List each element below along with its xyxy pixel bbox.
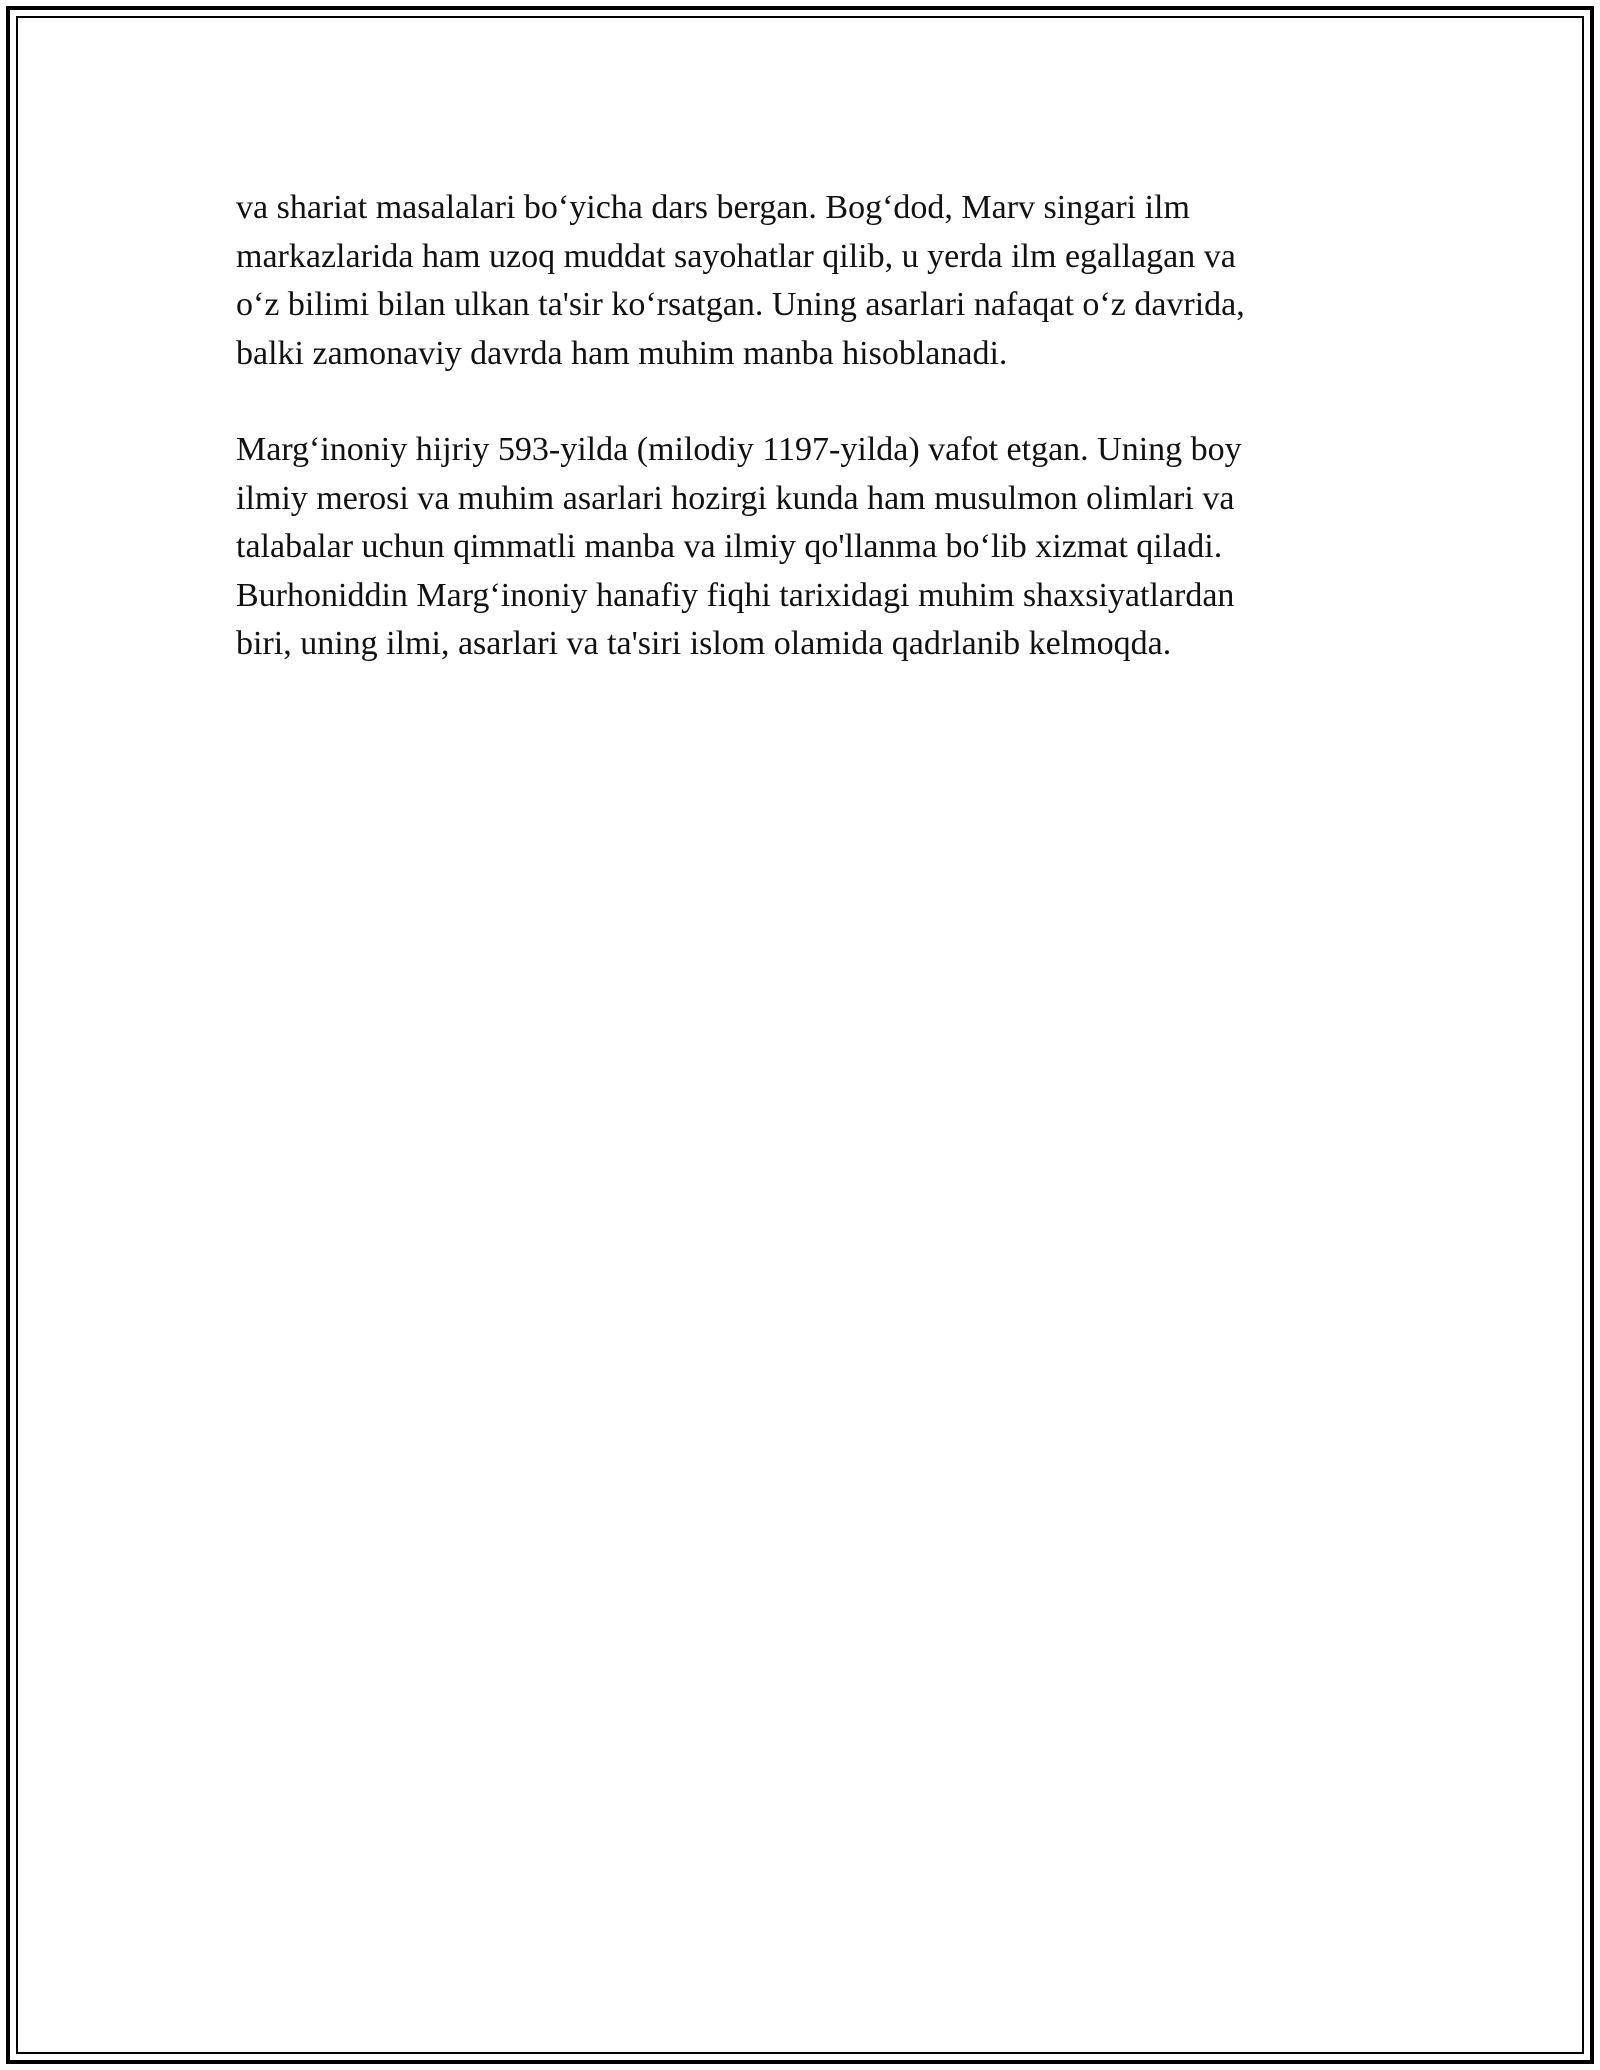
text-line: biri, uning ilmi, asarlari va ta'siri islom olamida qadrlanib kelmoqda. [236, 625, 1172, 662]
page-body [236, 184, 1356, 717]
paragraph-2 [236, 426, 1356, 669]
text-line: o‘z bilimi bilan ulkan ta'sir ko‘rsatgan. Uning asarlari nafaqat o‘z davrida, [236, 286, 1245, 323]
text-line: va shariat masalalari bo‘yicha dars bergan. Bog‘dod, Marv singari ilm [236, 189, 1190, 226]
text-line: talabalar uchun qimmatli manba va ilmiy qo'llanma bo‘lib xizmat qiladi. [236, 528, 1223, 565]
paragraph-1 [236, 184, 1356, 378]
text-line: Burhoniddin Marg‘inoniy hanafiy fiqhi tarixidagi muhim shaxsiyatlardan [236, 576, 1235, 614]
text-line: ilmiy merosi va muhim asarlari hozirgi kunda ham musulmon olimlari va [236, 479, 1235, 517]
text-line: markazlarida ham uzoq muddat sayohatlar qilib, u yerda ilm egallagan va [236, 237, 1236, 275]
text-line: Marg‘inoniy hijriy 593-yilda (milodiy 1197-yilda) vafot etgan. Uning boy [236, 431, 1242, 468]
text-line: balki zamonaviy davrda ham muhim manba hisoblanadi. [236, 334, 1008, 372]
